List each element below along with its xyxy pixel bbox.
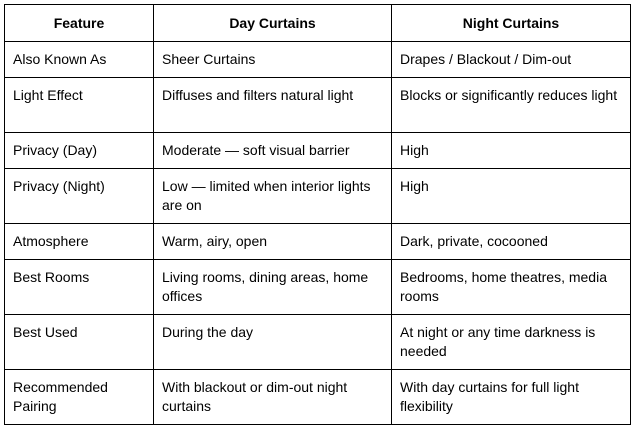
header-day-curtains: Day Curtains <box>154 5 392 42</box>
header-feature: Feature <box>5 5 154 42</box>
feature-cell: Privacy (Day) <box>5 133 154 169</box>
night-cell: Blocks or significantly reduces light <box>392 78 631 133</box>
day-cell: Living rooms, dining areas, home offices <box>154 260 392 315</box>
feature-cell: Best Used <box>5 315 154 370</box>
header-night-curtains: Night Curtains <box>392 5 631 42</box>
night-cell: Drapes / Blackout / Dim-out <box>392 42 631 78</box>
feature-cell: Best Rooms <box>5 260 154 315</box>
day-cell: Low — limited when interior lights are on <box>154 169 392 224</box>
feature-cell: Recommended Pairing <box>5 370 154 425</box>
day-cell: During the day <box>154 315 392 370</box>
feature-cell: Also Known As <box>5 42 154 78</box>
night-cell: High <box>392 169 631 224</box>
night-cell: High <box>392 133 631 169</box>
table-row <box>5 315 631 370</box>
table-row <box>5 224 631 260</box>
day-cell: Moderate — soft visual barrier <box>154 133 392 169</box>
table-row <box>5 78 631 133</box>
feature-cell: Atmosphere <box>5 224 154 260</box>
night-cell: At night or any time darkness is needed <box>392 315 631 370</box>
table-row <box>5 260 631 315</box>
header-row <box>5 5 631 42</box>
day-cell: Diffuses and filters natural light <box>154 78 392 133</box>
table-row <box>5 42 631 78</box>
comparison-table <box>4 4 631 425</box>
day-cell: With blackout or dim-out night curtains <box>154 370 392 425</box>
night-cell: Dark, private, cocooned <box>392 224 631 260</box>
night-cell: Bedrooms, home theatres, media rooms <box>392 260 631 315</box>
night-cell: With day curtains for full light flexibility <box>392 370 631 425</box>
table-row <box>5 169 631 224</box>
day-cell: Sheer Curtains <box>154 42 392 78</box>
feature-cell: Light Effect <box>5 78 154 133</box>
table-row <box>5 133 631 169</box>
day-cell: Warm, airy, open <box>154 224 392 260</box>
table-row <box>5 370 631 425</box>
feature-cell: Privacy (Night) <box>5 169 154 224</box>
